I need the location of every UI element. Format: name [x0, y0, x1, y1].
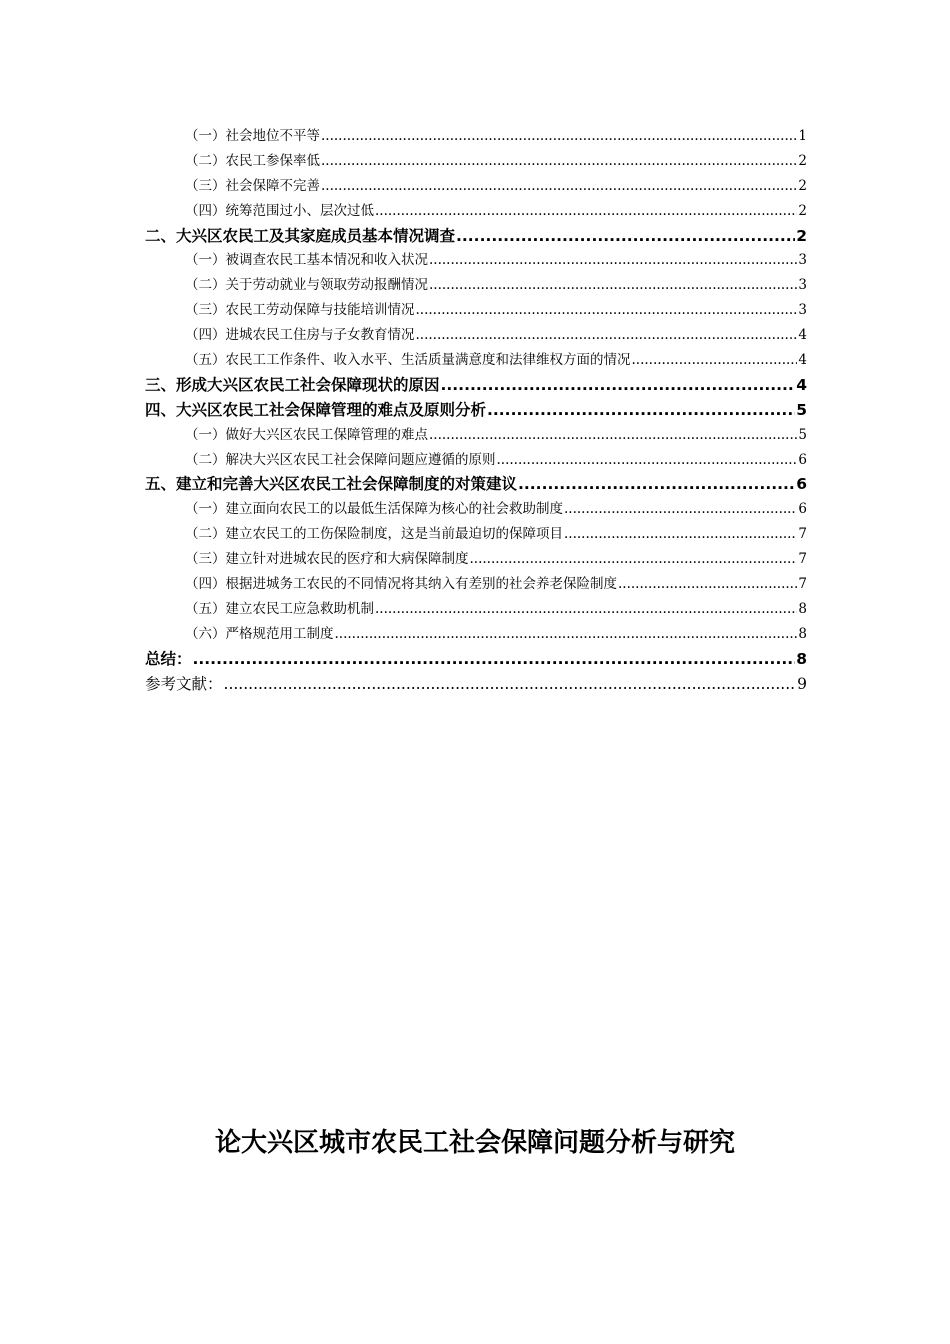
toc-leader-dots	[375, 597, 797, 622]
toc-leader-dots	[441, 373, 796, 398]
toc-entry-page: 7	[798, 576, 807, 593]
toc-chapter-entry[interactable]	[145, 672, 807, 697]
toc-entry-title: 五、建立和完善大兴区农民工社会保障制度的对策建议	[145, 475, 518, 494]
toc-entry-page: 8	[796, 649, 807, 668]
toc-leader-dots	[518, 472, 795, 497]
toc-leader-dots	[564, 497, 797, 522]
toc-entry[interactable]	[145, 497, 807, 522]
toc-leader-dots	[416, 323, 798, 348]
toc-entry[interactable]	[145, 149, 807, 174]
toc-leader-dots	[193, 647, 796, 672]
toc-leader-dots	[618, 572, 797, 597]
toc-entry[interactable]	[145, 174, 807, 199]
toc-leader-dots	[375, 199, 797, 224]
toc-entry-page: 3	[798, 302, 807, 319]
toc-entry-title: 三、形成大兴区农民工社会保障现状的原因	[145, 375, 440, 394]
toc-entry-title: 总结：	[145, 649, 192, 668]
toc-leader-dots	[470, 547, 798, 572]
toc-entry-page: 2	[798, 152, 807, 169]
toc-entry-title: （一）社会地位不平等	[185, 128, 320, 144]
toc-entry-page: 4	[798, 352, 807, 369]
toc-entry-title: （五）农民工工作条件、收入水平、生活质量满意度和法律维权方面的情况	[185, 352, 631, 369]
toc-entry-page: 8	[798, 625, 807, 642]
toc-entry[interactable]	[145, 124, 807, 149]
toc-entry-title: （五）建立农民工应急救助机制	[185, 600, 374, 617]
toc-entry[interactable]	[145, 273, 807, 298]
toc-entry-title: （三）农民工劳动保障与技能培训情况	[185, 302, 415, 319]
toc-entry-page: 4	[796, 375, 807, 394]
toc-entry-page: 9	[797, 674, 807, 693]
toc-entry[interactable]	[145, 298, 807, 323]
toc-entry-title: （四）根据进城务工农民的不同情况将其纳入有差别的社会养老保险制度	[185, 576, 617, 593]
toc-entry-page: 2	[798, 202, 807, 219]
toc-entry-page: 2	[798, 177, 807, 194]
toc-entry[interactable]	[145, 323, 807, 348]
toc-entry-page: 3	[798, 277, 807, 294]
toc-entry-title: （二）农民工参保率低	[185, 152, 320, 169]
toc-entry[interactable]	[145, 348, 807, 373]
toc-entry[interactable]	[145, 248, 807, 273]
toc-entry[interactable]	[145, 522, 807, 547]
document-title: 论大兴区城市农民工社会保障问题分析与研究	[214, 1128, 735, 1158]
toc-entry-title: （三）社会保障不完善	[185, 177, 320, 194]
toc-entry-title: （二）解决大兴区农民工社会保障问题应遵循的原则	[185, 451, 496, 468]
toc-entry-title: （一）做好大兴区农民工保障管理的难点	[185, 426, 428, 443]
toc-entry-page: 4	[798, 327, 807, 344]
toc-entry[interactable]	[145, 547, 807, 572]
toc-entry-page: 6	[798, 501, 807, 518]
toc-entry-page: 5	[798, 426, 807, 443]
toc-leader-dots	[632, 348, 798, 373]
toc-entry-page: 6	[796, 475, 807, 494]
toc-entry[interactable]	[145, 199, 807, 224]
toc-entry[interactable]	[145, 597, 807, 622]
toc-entry-title: （二）关于劳动就业与领取劳动报酬情况	[185, 277, 428, 294]
toc-entry-title: 二、大兴区农民工及其家庭成员基本情况调查	[145, 226, 456, 245]
toc-leader-dots	[487, 398, 795, 423]
toc-leader-dots	[321, 124, 797, 149]
toc-entry[interactable]	[145, 572, 807, 597]
toc-leader-dots	[224, 672, 797, 697]
toc-leader-dots	[429, 273, 797, 298]
toc-leader-dots	[321, 174, 797, 199]
toc-leader-dots	[497, 448, 798, 473]
toc-entry-page: 2	[796, 226, 807, 245]
toc-entry-title: （三）建立针对进城农民的医疗和大病保障制度	[185, 551, 469, 568]
toc-chapter-entry[interactable]	[145, 472, 807, 497]
toc-entry-page: 1	[798, 128, 807, 144]
toc-entry-page: 7	[798, 551, 807, 568]
toc-entry[interactable]	[145, 448, 807, 473]
toc-leader-dots	[429, 423, 797, 448]
toc-leader-dots	[335, 622, 798, 647]
toc-leader-dots	[456, 224, 795, 249]
toc-entry[interactable]	[145, 423, 807, 448]
toc-leader-dots	[564, 522, 797, 547]
toc-entry-title: （四）进城农民工住房与子女教育情况	[185, 327, 415, 344]
toc-entry-title: （一）被调查农民工基本情况和收入状况	[185, 252, 428, 269]
toc-leader-dots	[429, 248, 797, 273]
toc-chapter-entry[interactable]	[145, 224, 807, 249]
toc-entry-title: （四）统筹范围过小、层次过低	[185, 202, 374, 219]
toc-entry-title: （二）建立农民工的工伤保险制度，这是当前最迫切的保障项目	[185, 526, 563, 543]
toc-entry-title: 四、大兴区农民工社会保障管理的难点及原则分析	[145, 400, 487, 419]
toc-entry-page: 6	[798, 451, 807, 468]
toc-chapter-entry[interactable]	[145, 398, 807, 423]
toc-leader-dots	[321, 149, 797, 174]
toc-chapter-entry[interactable]	[145, 647, 807, 672]
toc-entry-page: 7	[798, 526, 807, 543]
toc-entry-title: 参考文献：	[145, 674, 223, 693]
toc-entry-page: 3	[798, 252, 807, 269]
toc-entry[interactable]	[145, 622, 807, 647]
toc-entry-title: （一）建立面向农民工的以最低生活保障为核心的社会救助制度	[185, 501, 563, 518]
toc-entry-page: 5	[796, 400, 807, 419]
toc-entry-page: 8	[798, 600, 807, 617]
table-of-contents	[145, 124, 807, 696]
toc-entry-title: （六）严格规范用工制度	[185, 625, 334, 642]
toc-leader-dots	[416, 298, 798, 323]
toc-chapter-entry[interactable]	[145, 373, 807, 398]
